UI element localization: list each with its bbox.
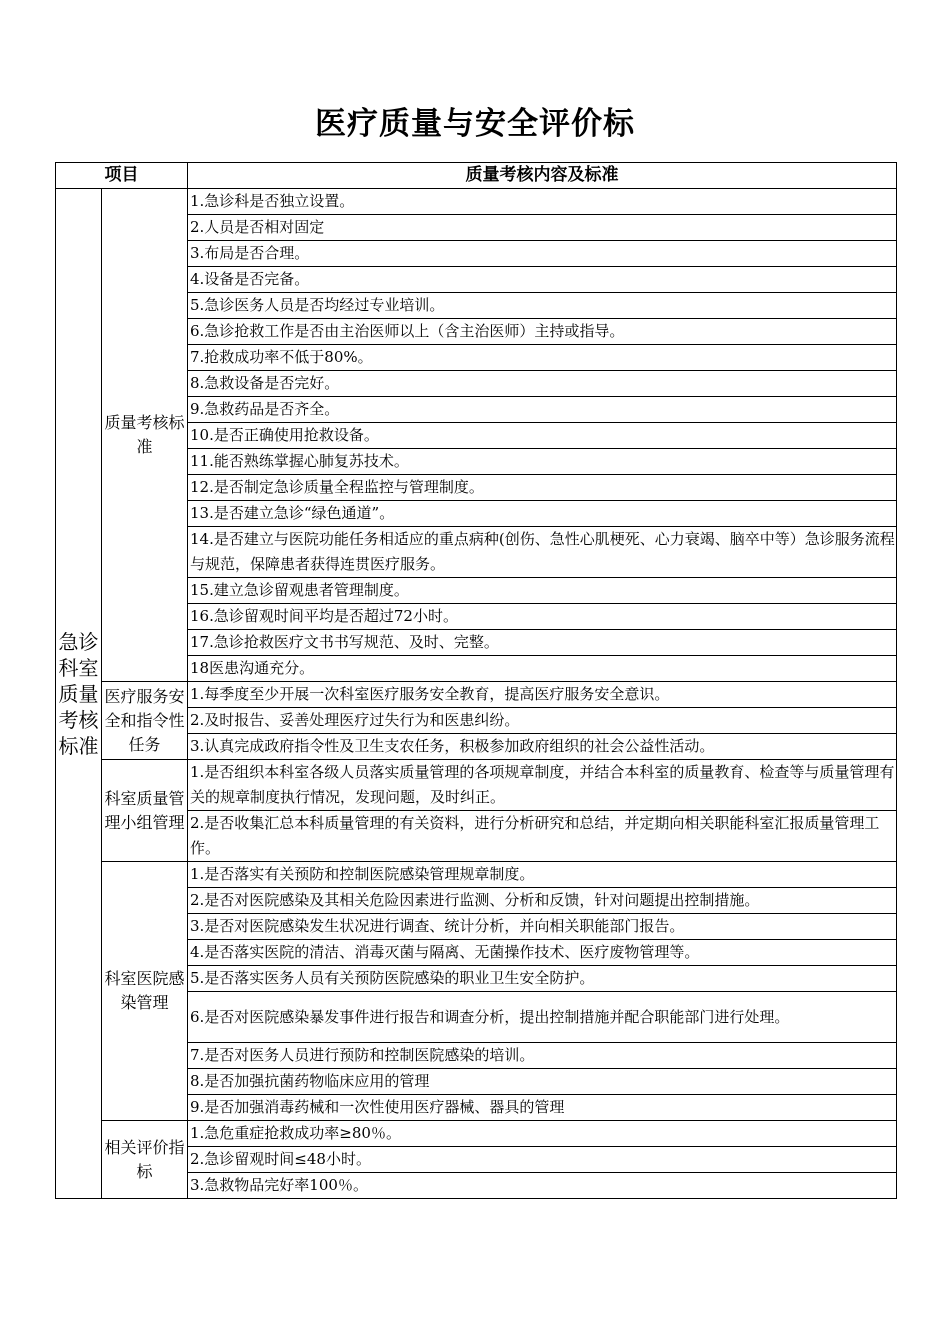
criterion-item: 17.急诊抢救医疗文书书写规范、及时、完整。 bbox=[188, 630, 897, 656]
cat-quality-standard: 质量考核标准 bbox=[102, 189, 188, 682]
criterion-item: 1.每季度至少开展一次科室医疗服务安全教育，提高医疗服务安全意识。 bbox=[188, 682, 897, 708]
table-row bbox=[56, 1121, 897, 1147]
criterion-item: 12.是否制定急诊质量全程监控与管理制度。 bbox=[188, 475, 897, 501]
criterion-item: 3.认真完成政府指令性及卫生支农任务，积极参加政府组织的社会公益性活动。 bbox=[188, 734, 897, 760]
criterion-item: 1.是否组织本科室各级人员落实质量管理的各项规章制度，并结合本科室的质量教育、检查等与质量管理有关的规章制度执行情况，发现问题，及时纠正。 bbox=[188, 760, 897, 811]
table-row bbox=[56, 862, 897, 888]
criterion-item: 11.能否熟练掌握心肺复苏技术。 bbox=[188, 449, 897, 475]
criterion-item: 5.是否落实医务人员有关预防医院感染的职业卫生安全防护。 bbox=[188, 966, 897, 992]
criterion-item: 10.是否正确使用抢救设备。 bbox=[188, 423, 897, 449]
criterion-item: 9.急救药品是否齐全。 bbox=[188, 397, 897, 423]
cat-qm-group: 科室质量管理小组管理 bbox=[102, 760, 188, 862]
table-row bbox=[56, 189, 897, 215]
table-row bbox=[56, 682, 897, 708]
criterion-item: 2.是否收集汇总本科质量管理的有关资料，进行分析研究和总结，并定期向相关职能科室汇报质量管理工作。 bbox=[188, 811, 897, 862]
page-title: 医疗质量与安全评价标 bbox=[315, 106, 635, 142]
criterion-item: 4.是否落实医院的清洁、消毒灭菌与隔离、无菌操作技术、医疗废物管理等。 bbox=[188, 940, 897, 966]
cat-infection-mgmt: 科室医院感染管理 bbox=[102, 862, 188, 1121]
criterion-item: 4.设备是否完备。 bbox=[188, 267, 897, 293]
criterion-item: 18医患沟通充分。 bbox=[188, 656, 897, 682]
criterion-item: 2.是否对医院感染及其相关危险因素进行监测、分析和反馈，针对问题提出控制措施。 bbox=[188, 888, 897, 914]
table-header-row bbox=[56, 163, 897, 189]
criterion-item: 8.急救设备是否完好。 bbox=[188, 371, 897, 397]
criterion-item: 9.是否加强消毒药械和一次性使用医疗器械、器具的管理 bbox=[188, 1095, 897, 1121]
criterion-item: 2.人员是否相对固定 bbox=[188, 215, 897, 241]
criterion-item: 5.急诊医务人员是否均经过专业培训。 bbox=[188, 293, 897, 319]
criterion-item: 7.抢救成功率不低于80%。 bbox=[188, 345, 897, 371]
department-label: 急诊科室质量考核标准 bbox=[56, 189, 102, 1199]
criterion-item: 15.建立急诊留观患者管理制度。 bbox=[188, 578, 897, 604]
criterion-item: 6.急诊抢救工作是否由主治医师以上（含主治医师）主持或指导。 bbox=[188, 319, 897, 345]
criterion-item: 6.是否对医院感染暴发事件进行报告和调查分析，提出控制措施并配合职能部门进行处理。 bbox=[188, 992, 897, 1043]
criterion-item: 3.是否对医院感染发生状况进行调查、统计分析，并向相关职能部门报告。 bbox=[188, 914, 897, 940]
cat-service-safety: 医疗服务安全和指令性任务 bbox=[102, 682, 188, 760]
table-row bbox=[56, 760, 897, 811]
criterion-item: 7.是否对医务人员进行预防和控制医院感染的培训。 bbox=[188, 1043, 897, 1069]
criterion-item: 2.及时报告、妥善处理医疗过失行为和医患纠纷。 bbox=[188, 708, 897, 734]
evaluation-table bbox=[55, 162, 897, 1199]
criterion-item: 1.急诊科是否独立设置。 bbox=[188, 189, 897, 215]
criterion-item: 1.急危重症抢救成功率≥80％。 bbox=[188, 1121, 897, 1147]
criterion-item: 3.布局是否合理。 bbox=[188, 241, 897, 267]
criterion-item: 1.是否落实有关预防和控制医院感染管理规章制度。 bbox=[188, 862, 897, 888]
header-content: 质量考核内容及标准 bbox=[188, 163, 897, 189]
criterion-item: 8.是否加强抗菌药物临床应用的管理 bbox=[188, 1069, 897, 1095]
cat-related-indicators: 相关评价指标 bbox=[102, 1121, 188, 1199]
header-project: 项目 bbox=[56, 163, 188, 189]
criterion-item: 13.是否建立急诊“绿色通道”。 bbox=[188, 501, 897, 527]
criterion-item: 14.是否建立与医院功能任务相适应的重点病种(创伤、急性心肌梗死、心力衰竭、脑卒中等）急诊服务流程与规范，保障患者获得连贯医疗服务。 bbox=[188, 527, 897, 578]
criterion-item: 3.急救物品完好率100％。 bbox=[188, 1173, 897, 1199]
criterion-item: 2.急诊留观时间≤48小时。 bbox=[188, 1147, 897, 1173]
criterion-item: 16.急诊留观时间平均是否超过72小时。 bbox=[188, 604, 897, 630]
